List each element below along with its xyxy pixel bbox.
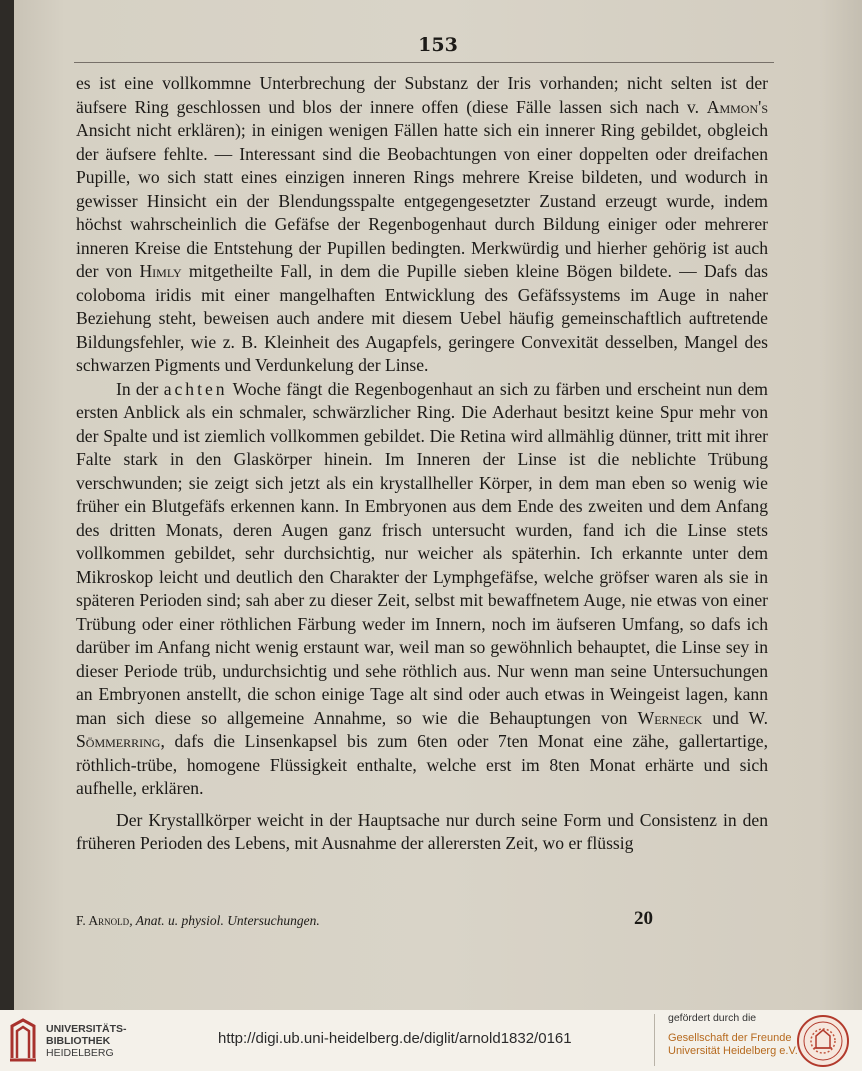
- author-name-soemmerring: Sömmerring: [76, 731, 161, 751]
- permalink-url[interactable]: http://digi.ub.uni-heidelberg.de/diglit/arnold1832/0161: [218, 1030, 572, 1047]
- university-seal-icon[interactable]: [796, 1014, 850, 1068]
- page-number: 153: [418, 34, 458, 56]
- author-name-werneck: Werneck: [637, 707, 703, 728]
- author-name-himly: Himly: [139, 261, 182, 281]
- footer-title: , Anat. u. physiol. Untersuchungen.: [129, 913, 320, 928]
- body-text: [76, 72, 768, 856]
- ub-heidelberg-logo-icon[interactable]: [8, 1018, 38, 1064]
- sponsor-name[interactable]: Gesellschaft der Freunde Universität Heidelberg e.V.: [668, 1032, 798, 1057]
- digitization-bar: [0, 1010, 862, 1071]
- sponsor-label: gefördert durch die: [668, 1012, 757, 1024]
- footer-author: F. Arnold: [76, 913, 130, 928]
- page-footer: [76, 913, 666, 929]
- sponsor-divider: [654, 1014, 655, 1066]
- emphasis-achten: achten: [163, 378, 228, 399]
- library-name[interactable]: UNIVERSITÄTS- BIBLIOTHEK HEIDELBERG: [46, 1023, 127, 1059]
- signature-mark: 20: [634, 908, 653, 929]
- author-name-ammon: Ammon's: [706, 96, 768, 117]
- book-page: [14, 0, 862, 1010]
- paragraph-3: Der Krystallkörper weicht in der Hauptsache nur durch seine Form und Consistenz in den früheren Perioden des Lebens, mit Ausnahme der allerersten Zeit, wo er flüssig: [76, 809, 768, 853]
- header-rule: [74, 62, 774, 63]
- paragraph-1: es ist eine vollkommne Unterbrechung der Substanz der Iris vorhanden; nicht selten ist der äufsere Ring geschlossen und blos der innere offen (diese Fälle lassen sich nach v. Ammon's Ansicht nicht erklären); in einigen wenigen Fällen hatte sich ein innerer Ring gebildet, obgleich der äufsere fehlte. — Interessant sind die Beobachtungen von einer doppelten oder dreifachen Pupille, wo sich statt eines einzigen inneren Rings mehrere Kreise bildeten, und wodurch in gewisser Hinsicht ein der Blendungsspalte entgegengesetzter Zustand erzeugt wurde, indem höchst wahrscheinlich die Gefäfse der Regenbogenhaut durch Bildung einiger oder mehrerer inneren Kreise die Entstehung der Pupillen bedingten. Merkwürdig und hierher gehörig ist auch der von Himly mitgetheilte Fall, in dem die Pupille sieben kleine Bögen bildete. — Dafs das coloboma iridis mit einer mangelhaften Entwicklung des Gefäfssystems im Auge in naher Beziehung steht, beweisen auch andere mit diesem Uebel häufig gemeinschaftlich auftretende Bildungsfehler, wie z. B. Kleinheit des Augapfels, geringere Convexität desselben, Mangel des schwarzen Pigments und Verdunkelung der Linse.: [76, 73, 768, 375]
- paragraph-2: In der achten Woche fängt die Regenbogenhaut an sich zu färben und erscheint nun dem ersten Anblick als ein schmaler, schwärzlicher Ring. Die Aderhaut besitzt keine Spur mehr von der Spalte und ist ziemlich vollkommen gebildet. Die Retina wird allmählig dünner, tritt mit ihrer Falte stark in den Glaskörper hinein. Im Inneren der Linse ist die neblichte Trübung verschwunden; sie zeigt sich jetzt als ein krystallheller Körper, in dem man eben so wenig wie früher ein Blutgefäfs erkennen kann. In Embryonen aus dem Ende des zweiten und dem Anfang des dritten Monats, deren Augen ganz frisch untersucht wurden, fand ich die Linse stets vollkommen gebildet, sehr durchsichtig, nur weicher als späterhin. Ich erkannte unter dem Mikroskop leicht und deutlich den Charakter der Lymphgefäfse, welche gröfser waren als sie in späteren Perioden sind; sah aber zu dieser Zeit, selbst mit bewaffnetem Auge, nie etwas von einer Trübung oder einer röthlichen Färbung weder im Innern, noch im äufseren Umfang, so dafs ich darüber im Anfang nicht wenig erstaunt war, weil man so gewöhnlich behauptet, die Linse sey in dieser Periode trüb, undurchsichtig und sehe röthlich aus. Nur wenn man seine Untersuchungen an Embryonen anstellt, die schon einige Tage alt sind oder auch etwas in Weingeist lagen, kann man sich diese so allgemeine Annahme, so wie die Behauptungen von Werneck und W. Sömmerring, dafs die Linsenkapsel bis zum 6ten oder 7ten Monat eine zähe, gallertartige, röthlich-trübe, homogene Flüssigkeit enthalte, welche erst im 8ten Monat erhärte und sich aufhelle, erklären.: [76, 378, 768, 798]
